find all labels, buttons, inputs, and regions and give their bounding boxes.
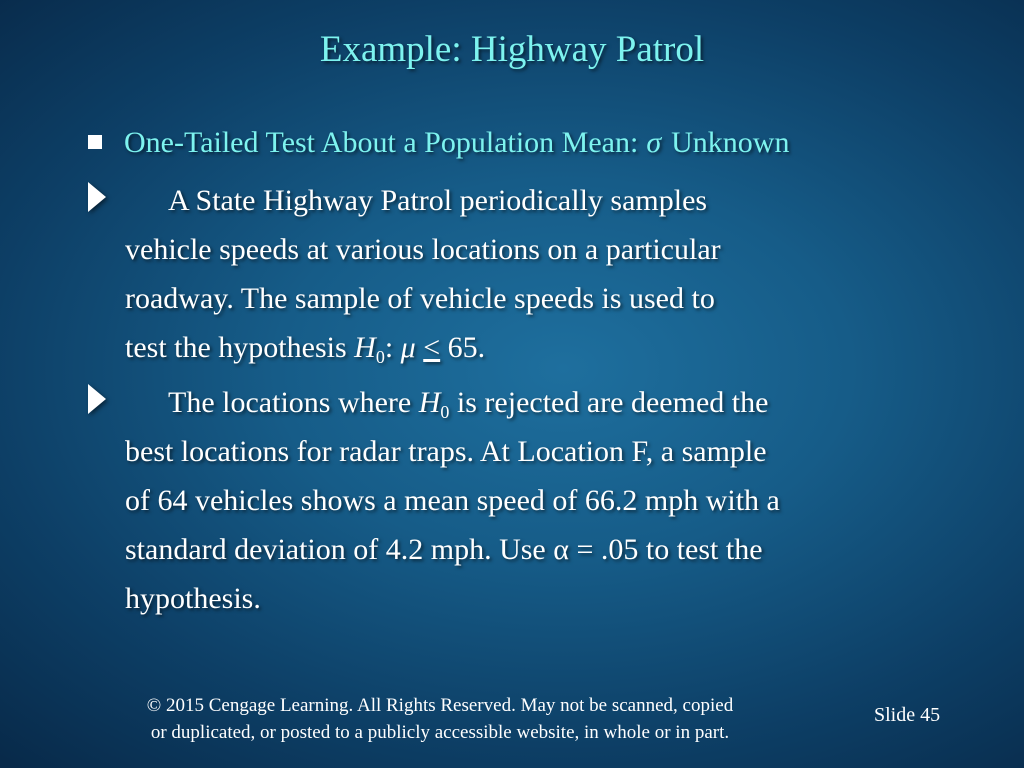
copyright-footer xyxy=(60,692,820,746)
bullet-1-line-4: test the hypothesis $H_0$: μ < 65. xyxy=(125,331,486,367)
bullet-2-line-5: hypothesis. xyxy=(125,582,261,615)
subheading-prefix: One-Tailed Test About a Population Mean: xyxy=(124,126,639,159)
triangle-bullet-icon xyxy=(88,182,106,212)
subheading xyxy=(88,126,789,160)
bullet-2-line-3: of 64 vehicles shows a mean speed of 66.2 mph with a xyxy=(125,484,780,517)
slide-number: Slide 45 xyxy=(874,704,941,726)
slide-title: Example: Highway Patrol xyxy=(319,29,705,70)
bullet-1-line-2: vehicle speeds at various locations on a particular xyxy=(125,233,721,266)
bullet-2-line-1: The locations where $H_0$ is rejected are deemed the xyxy=(168,386,769,422)
square-bullet-icon xyxy=(88,135,102,149)
triangle-bullet-icon xyxy=(88,384,106,414)
bullet-2-line-2: best locations for radar traps. At Location F, a sample xyxy=(125,435,767,468)
subheading-suffix: Unknown xyxy=(671,126,790,159)
footer-line-1: © 2015 Cengage Learning. All Rights Reserved. May not be scanned, copied xyxy=(146,695,734,716)
bullet-1-line-3: roadway. The sample of vehicle speeds is used to xyxy=(125,282,715,315)
footer-line-2: or duplicated, or posted to a publicly accessible website, in whole or in part. xyxy=(150,722,730,743)
bullet-1-line-1: A State Highway Patrol periodically samples xyxy=(168,184,708,217)
mu-symbol: μ xyxy=(400,331,416,364)
bullet-2-line-4: standard deviation of 4.2 mph. Use α = .05 to test the xyxy=(125,533,763,566)
sigma-symbol: σ xyxy=(646,126,662,159)
less-equal-symbol: < xyxy=(423,331,441,364)
h-symbol: H xyxy=(354,331,376,364)
h-symbol: H xyxy=(418,386,441,419)
